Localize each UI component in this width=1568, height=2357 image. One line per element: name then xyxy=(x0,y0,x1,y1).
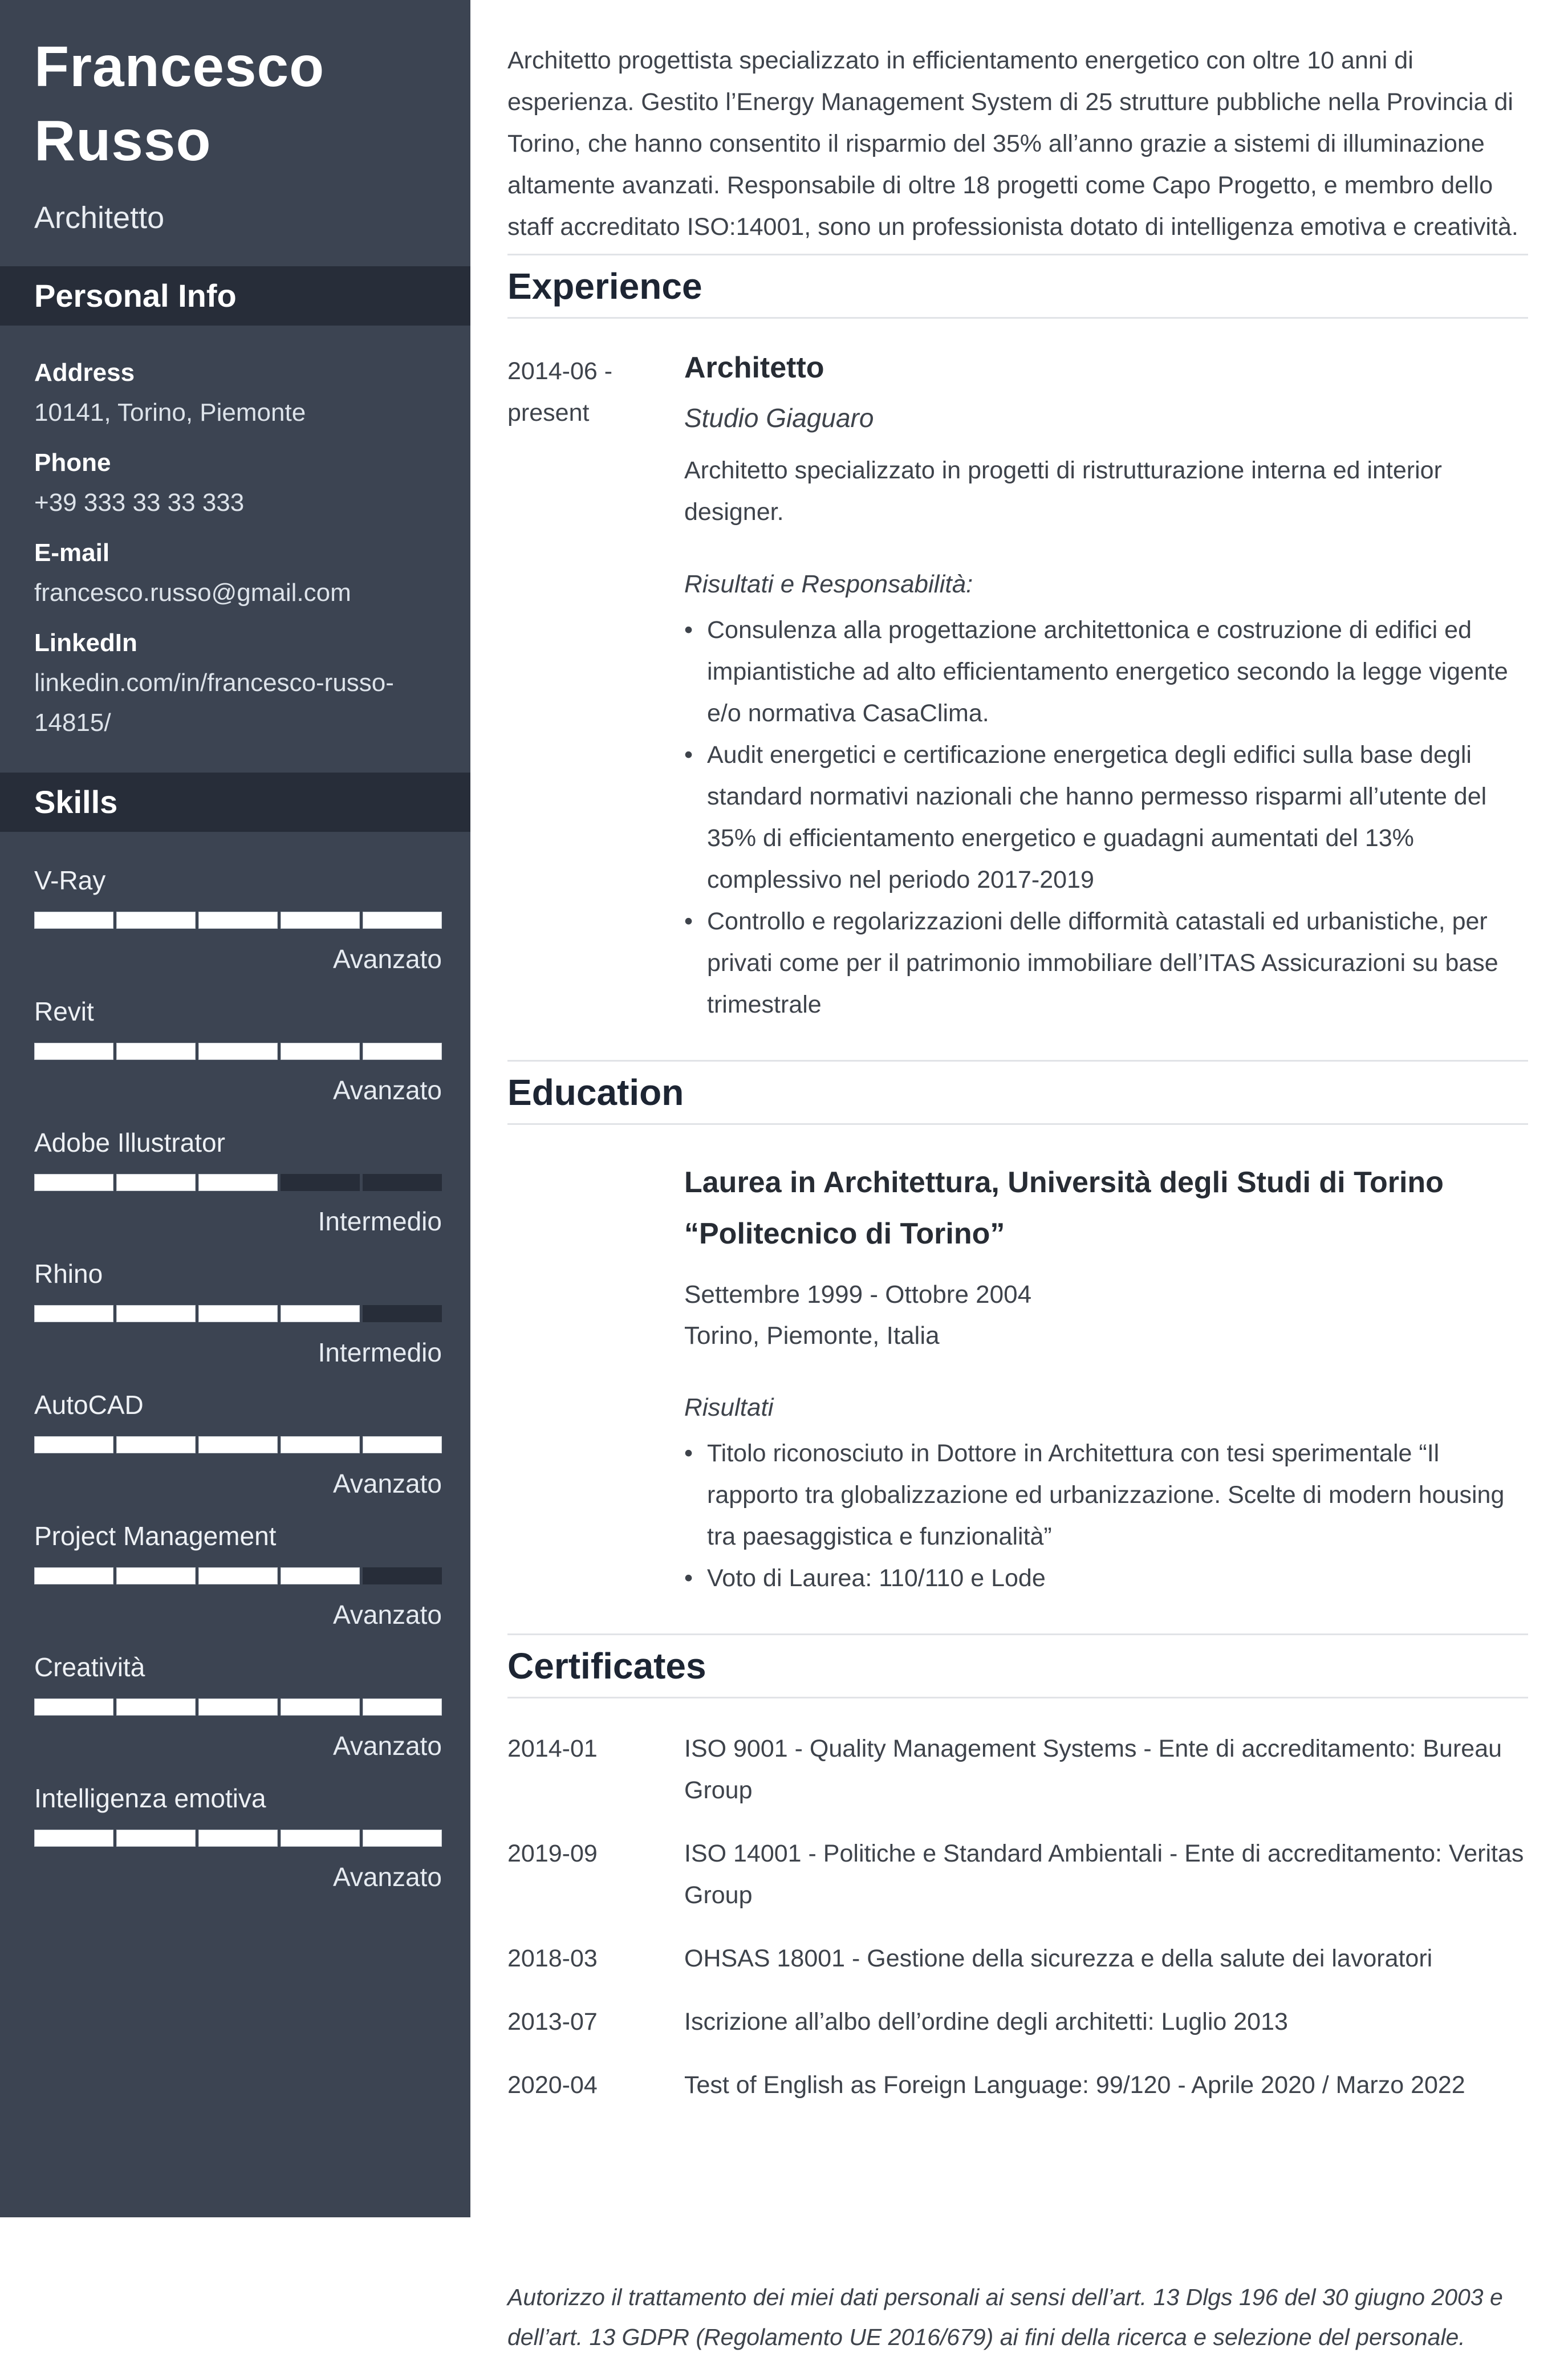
skill-bar-segment-filled xyxy=(281,1830,360,1847)
contact-value: linkedin.com/in/francesco-russo-14815/ xyxy=(34,668,394,737)
certificate-row xyxy=(507,2001,1528,2043)
contact-item xyxy=(34,443,439,523)
certificate-row xyxy=(507,1938,1528,1980)
sidebar xyxy=(0,0,470,2217)
contact-value: francesco.russo@gmail.com xyxy=(34,578,351,607)
skill-bar-segment-filled xyxy=(34,912,113,929)
skill-level-label: Intermedio xyxy=(318,1337,442,1367)
skill-item xyxy=(34,1519,442,1631)
skill-level-label: Intermedio xyxy=(318,1206,442,1236)
certificate-text: Iscrizione all’albo dell’ordine degli architetti: Luglio 2013 xyxy=(684,2008,1288,2035)
skill-level-bar xyxy=(34,1174,442,1191)
skill-item xyxy=(34,1388,442,1500)
skill-item xyxy=(34,1782,442,1893)
certificate-date: 2013-07 xyxy=(507,2008,598,2035)
skill-level-bar xyxy=(34,1830,442,1847)
skill-bar-segment-filled xyxy=(34,1305,113,1322)
certificate-date: 2014-01 xyxy=(507,1735,598,1762)
certificate-row xyxy=(507,1728,1528,1811)
skill-bar-segment-filled xyxy=(34,1436,113,1453)
skill-bar-segment-filled xyxy=(34,1698,113,1716)
skill-level-bar xyxy=(34,1567,442,1584)
certificate-list xyxy=(507,1698,1528,2106)
main-content xyxy=(470,0,1568,2357)
skill-bar-segment-empty xyxy=(281,1174,360,1191)
skill-level-label: Avanzato xyxy=(333,944,442,974)
education-details xyxy=(684,1157,1528,1599)
certificate-row xyxy=(507,1833,1528,1916)
skill-level-bar xyxy=(34,1305,442,1322)
experience-results-label: Risultati e Responsabilità: xyxy=(684,570,973,598)
bullet-marker: • xyxy=(684,908,693,935)
certificates-heading-label: Certificates xyxy=(507,1645,706,1687)
contact-list xyxy=(0,326,470,743)
experience-bullet xyxy=(684,901,1528,1026)
certificates-section-heading xyxy=(507,1633,1528,1698)
skill-level-label: Avanzato xyxy=(333,1468,442,1498)
skill-bar-segment-filled xyxy=(198,912,278,929)
bullet-marker: • xyxy=(684,1564,693,1592)
skill-bar-segment-filled xyxy=(198,1830,278,1847)
skill-level-label: Avanzato xyxy=(333,1599,442,1629)
skill-bar-segment-filled xyxy=(116,1698,196,1716)
contact-item xyxy=(34,353,439,433)
bullet-text: Voto di Laurea: 110/110 e Lode xyxy=(707,1564,1046,1592)
skill-bar-segment-filled xyxy=(116,1174,196,1191)
skill-bar-segment-filled xyxy=(116,1830,196,1847)
skill-bar-segment-filled xyxy=(198,1698,278,1716)
experience-details xyxy=(684,351,1528,1026)
experience-company: Studio Giaguaro xyxy=(684,403,874,433)
education-bullet-list xyxy=(684,1433,1528,1599)
certificate-text: ISO 14001 - Politiche e Standard Ambientali - Ente di accreditamento: Veritas Group xyxy=(684,1840,1524,1909)
education-date-column xyxy=(507,1157,684,1599)
experience-role: Architetto xyxy=(684,351,824,384)
bullet-marker: • xyxy=(684,741,693,769)
experience-heading-label: Experience xyxy=(507,266,702,307)
skill-bar-segment-filled xyxy=(116,912,196,929)
personal-info-heading-label: Personal Info xyxy=(34,278,237,314)
experience-date-start: 2014-06 - xyxy=(507,357,613,385)
experience-date-end: present xyxy=(507,399,590,426)
education-bullet xyxy=(684,1558,1528,1599)
gdpr-consent-note: Autorizzo il trattamento dei miei dati personali ai sensi dell’art. 13 Dlgs 196 del 30 giugno 2003 e dell’art. 13 GDPR (Regolamento UE 2016/679) ai fini della ricerca e selezione del personale. xyxy=(507,2284,1503,2350)
experience-bullet xyxy=(684,734,1528,901)
certificate-row xyxy=(507,2065,1528,2106)
skill-bar-segment-filled xyxy=(34,1174,113,1191)
candidate-job-title: Architetto xyxy=(34,201,165,235)
skill-name: V-Ray xyxy=(34,865,106,895)
skill-name: Rhino xyxy=(34,1258,103,1289)
education-section-heading xyxy=(507,1060,1528,1125)
education-title: Laurea in Architettura, Università degli Studi di Torino “Politecnico di Torino” xyxy=(684,1166,1444,1250)
skill-level-label: Avanzato xyxy=(333,1075,442,1105)
skill-bar-segment-filled xyxy=(198,1305,278,1322)
contact-item xyxy=(34,533,439,613)
skill-item xyxy=(34,864,442,976)
skill-bar-segment-filled xyxy=(281,1043,360,1060)
certificate-text: Test of English as Foreign Language: 99/120 - Aprile 2020 / Marzo 2022 xyxy=(684,2071,1465,2099)
skills-heading-label: Skills xyxy=(34,784,118,820)
experience-bullet xyxy=(684,609,1528,734)
bullet-marker: • xyxy=(684,616,693,644)
profile-summary: Architetto progettista specializzato in efficientamento energetico con oltre 10 anni di esperienza. Gestito l’Energy Management System di 25 strutture pubbliche nella Provincia di Torino, che hanno consentito il risparmio del 35% all’anno grazie a sistemi di illuminazione altamente avanzati. Responsabile di oltre 18 progetti come Capo Progetto, e membro dello staff accreditato ISO:14001, sono un professionista dotato di intelligenza emotiva e creatività. xyxy=(507,47,1518,241)
certificate-date: 2020-04 xyxy=(507,2071,598,2099)
skill-bar-segment-filled xyxy=(198,1436,278,1453)
bullet-marker: • xyxy=(684,1440,693,1467)
education-bullet xyxy=(684,1433,1528,1558)
bullet-text: Titolo riconosciuto in Dottore in Architettura con tesi sperimentale “Il rapporto tra globalizzazione ed urbanizzazione. Scelte di modern housing tra paesaggistica e funzionalità” xyxy=(707,1440,1505,1550)
skill-bar-segment-filled xyxy=(116,1567,196,1584)
skills-list xyxy=(0,832,470,1893)
skill-bar-segment-filled xyxy=(281,1436,360,1453)
skill-item xyxy=(34,1651,442,1762)
skill-item xyxy=(34,1126,442,1238)
education-dates: Settembre 1999 - Ottobre 2004 xyxy=(684,1281,1032,1308)
certificate-text: ISO 9001 - Quality Management Systems - Ente di accreditamento: Bureau Group xyxy=(684,1735,1502,1804)
skill-bar-segment-empty xyxy=(363,1174,442,1191)
contact-label: E-mail xyxy=(34,538,110,567)
contact-value: +39 333 33 33 333 xyxy=(34,488,245,517)
skill-level-bar xyxy=(34,912,442,929)
skill-name: AutoCAD xyxy=(34,1389,144,1420)
contact-value: 10141, Torino, Piemonte xyxy=(34,398,306,426)
contact-item xyxy=(34,623,439,743)
skill-level-bar xyxy=(34,1043,442,1060)
skill-level-label: Avanzato xyxy=(333,1862,442,1892)
education-heading-label: Education xyxy=(507,1072,684,1113)
skill-bar-segment-filled xyxy=(281,1567,360,1584)
experience-description: Architetto specializzato in progetti di ristrutturazione interna ed interior designer. xyxy=(684,457,1442,526)
skill-bar-segment-empty xyxy=(363,1567,442,1584)
skill-bar-segment-filled xyxy=(281,1698,360,1716)
skill-level-label: Avanzato xyxy=(333,1730,442,1761)
skill-bar-segment-filled xyxy=(34,1043,113,1060)
experience-section-heading xyxy=(507,254,1528,319)
skill-name: Creatività xyxy=(34,1652,145,1682)
skill-bar-segment-filled xyxy=(34,1830,113,1847)
contact-label: Phone xyxy=(34,448,111,477)
skill-bar-segment-filled xyxy=(116,1305,196,1322)
skill-item xyxy=(34,1257,442,1369)
certificate-text: OHSAS 18001 - Gestione della sicurezza e della salute dei lavoratori xyxy=(684,1945,1433,1972)
candidate-name: Francesco Russo xyxy=(34,35,325,173)
skill-bar-segment-filled xyxy=(116,1043,196,1060)
bullet-text: Audit energetici e certificazione energetica degli edifici sulla base degli standard normativi nazionali che hanno permesso risparmi all’utente del 35% di efficientamento energetico e guadagni aumentati del 13% complessivo nel periodo 2017-2019 xyxy=(707,741,1487,893)
certificate-date: 2018-03 xyxy=(507,1945,598,1972)
skill-bar-segment-filled xyxy=(363,1043,442,1060)
personal-info-heading xyxy=(0,266,470,326)
skill-bar-segment-filled xyxy=(281,912,360,929)
contact-label: Address xyxy=(34,358,135,387)
skill-bar-segment-filled xyxy=(116,1436,196,1453)
education-location: Torino, Piemonte, Italia xyxy=(684,1322,940,1350)
skill-bar-segment-filled xyxy=(198,1174,278,1191)
skill-item xyxy=(34,995,442,1107)
experience-dates xyxy=(507,351,684,1026)
skills-heading xyxy=(0,773,470,832)
contact-label: LinkedIn xyxy=(34,628,137,657)
skill-bar-segment-filled xyxy=(198,1043,278,1060)
skill-name: Revit xyxy=(34,996,94,1026)
skill-bar-segment-filled xyxy=(198,1567,278,1584)
skill-bar-segment-filled xyxy=(363,1436,442,1453)
skill-bar-segment-filled xyxy=(363,1830,442,1847)
experience-entry xyxy=(507,319,1528,1026)
skill-bar-segment-filled xyxy=(363,1698,442,1716)
skill-bar-segment-filled xyxy=(363,912,442,929)
experience-bullet-list xyxy=(684,609,1528,1026)
skill-level-bar xyxy=(34,1698,442,1716)
skill-name: Project Management xyxy=(34,1521,277,1551)
skill-bar-segment-filled xyxy=(34,1567,113,1584)
skill-bar-segment-filled xyxy=(281,1305,360,1322)
education-results-label: Risultati xyxy=(684,1393,774,1421)
skill-bar-segment-empty xyxy=(363,1305,442,1322)
skill-name: Intelligenza emotiva xyxy=(34,1783,266,1813)
education-entry xyxy=(507,1125,1528,1599)
certificate-date: 2019-09 xyxy=(507,1840,598,1867)
bullet-text: Consulenza alla progettazione architettonica e costruzione di edifici ed impiantistiche ad alto efficientamento energetico secondo la legge vigente e/o normativa CasaClima. xyxy=(707,616,1508,727)
bullet-text: Controllo e regolarizzazioni delle difformità catastali ed urbanistiche, per privati come per il patrimonio immobiliare dell’ITAS Assicurazioni su base trimestrale xyxy=(707,908,1498,1018)
skill-level-bar xyxy=(34,1436,442,1453)
skill-name: Adobe Illustrator xyxy=(34,1127,225,1157)
